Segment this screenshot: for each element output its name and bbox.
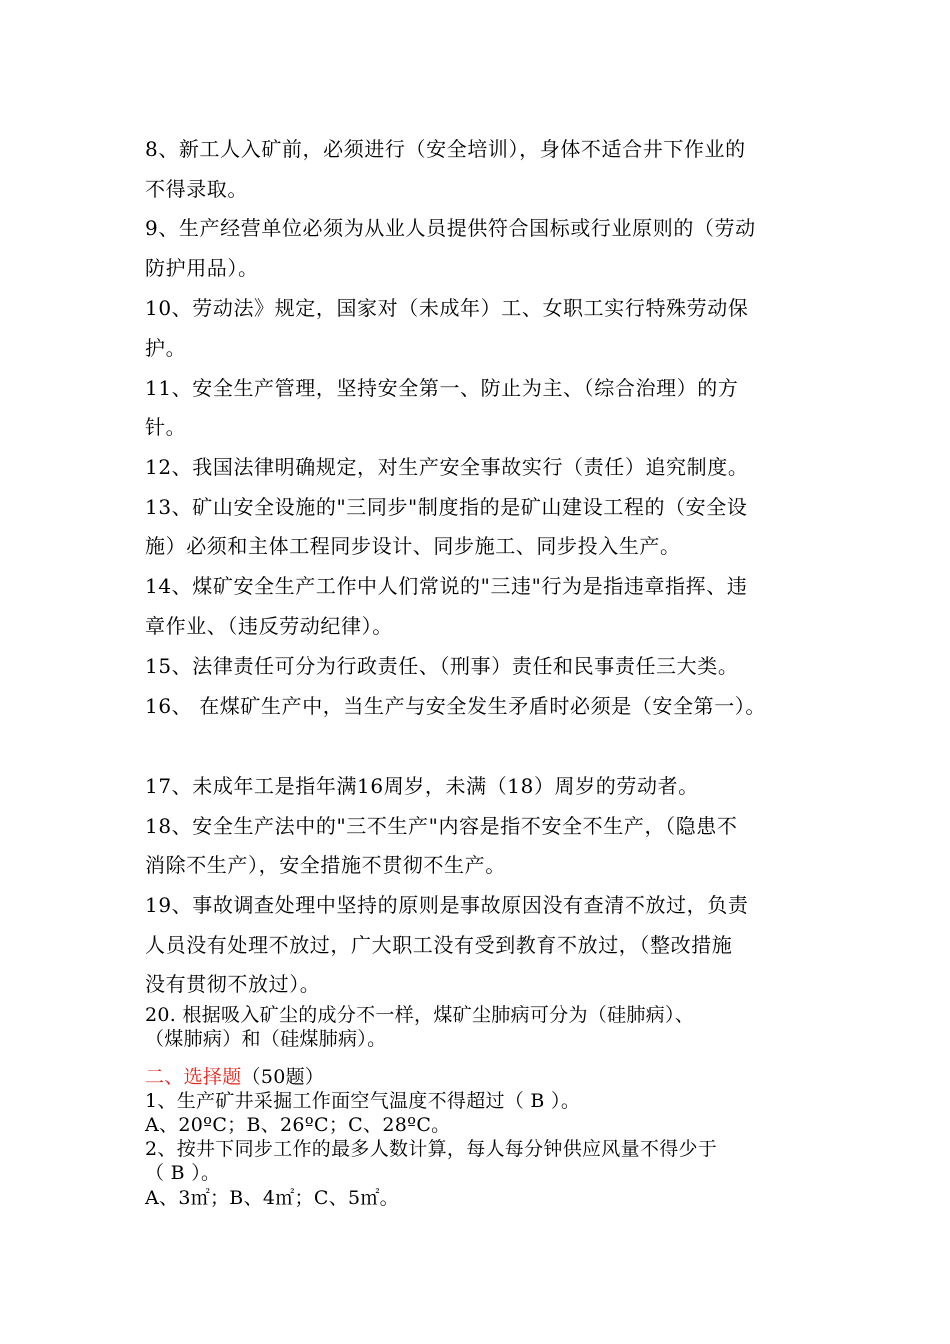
section-title: 二、选择题 — [145, 1066, 242, 1088]
text-line: 没有贯彻不放过）。 — [145, 972, 321, 996]
text-line: 防护用品）。 — [145, 256, 259, 280]
question-line: 2、按井下同步工作的最多人数计算，每人每分钟供应风量不得少于 — [145, 1138, 718, 1160]
section-count: （50题） — [241, 1066, 325, 1088]
text-line: 18、安全生产法中的"三不生产"内容是指不安全不生产，（隐患不 — [145, 814, 738, 838]
section-heading — [145, 1066, 324, 1088]
question-line: （ B ）。 — [145, 1162, 221, 1184]
text-line: 19、事故调查处理中坚持的原则是事故原因没有查清不放过，负责 — [145, 893, 749, 917]
text-line: 20. 根据吸入矿尘的成分不一样，煤矿尘肺病可分为（硅肺病）、 — [145, 1004, 695, 1026]
options-line: A、20ºC；B、26ºC；C、28ºC。 — [145, 1114, 451, 1136]
text-line: 15、法律责任可分为行政责任、（刑事）责任和民事责任三大类。 — [145, 654, 739, 678]
text-line: 针。 — [145, 415, 187, 439]
text-line: 16、 在煤矿生产中，当生产与安全发生矛盾时必须是（安全第一）。 — [145, 694, 767, 718]
text-line: 10、劳动法》规定，国家对（未成年）工、女职工实行特殊劳动保 — [145, 296, 749, 320]
text-line: 17、未成年工是指年满16周岁，未满（18）周岁的劳动者。 — [145, 774, 699, 798]
text-line: 施）必须和主体工程同步设计、同步施工、同步投入生产。 — [145, 534, 681, 558]
text-line: （煤肺病）和（硅煤肺病）。 — [145, 1028, 387, 1050]
text-line: 人员没有处理不放过，广大职工没有受到教育不放过，（整改措施 — [145, 933, 733, 957]
text-line: 消除不生产），安全措施不贯彻不生产。 — [145, 853, 506, 877]
question-line: 1、生产矿井采掘工作面空气温度不得超过（ B ）。 — [145, 1090, 581, 1112]
text-line: 9、生产经营单位必须为从业人员提供符合国标或行业原则的（劳动 — [145, 216, 756, 240]
text-line: 13、矿山安全设施的"三同步"制度指的是矿山建设工程的（安全设 — [145, 495, 748, 519]
text-line: 14、煤矿安全生产工作中人们常说的"三违"行为是指违章指挥、违 — [145, 574, 748, 598]
text-line: 12、我国法律明确规定，对生产安全事故实行（责任）追究制度。 — [145, 455, 749, 479]
text-line: 不得录取。 — [145, 177, 248, 201]
options-line: A、3㎡；B、4㎡；C、5㎡。 — [145, 1187, 399, 1209]
text-line: 护。 — [145, 336, 187, 360]
text-line: 章作业、（违反劳动纪律）。 — [145, 614, 393, 638]
text-line: 11、安全生产管理，坚持安全第一、防止为主、（综合治理）的方 — [145, 376, 739, 400]
text-line: 8、新工人入矿前，必须进行（安全培训），身体不适合井下作业的 — [145, 137, 746, 161]
